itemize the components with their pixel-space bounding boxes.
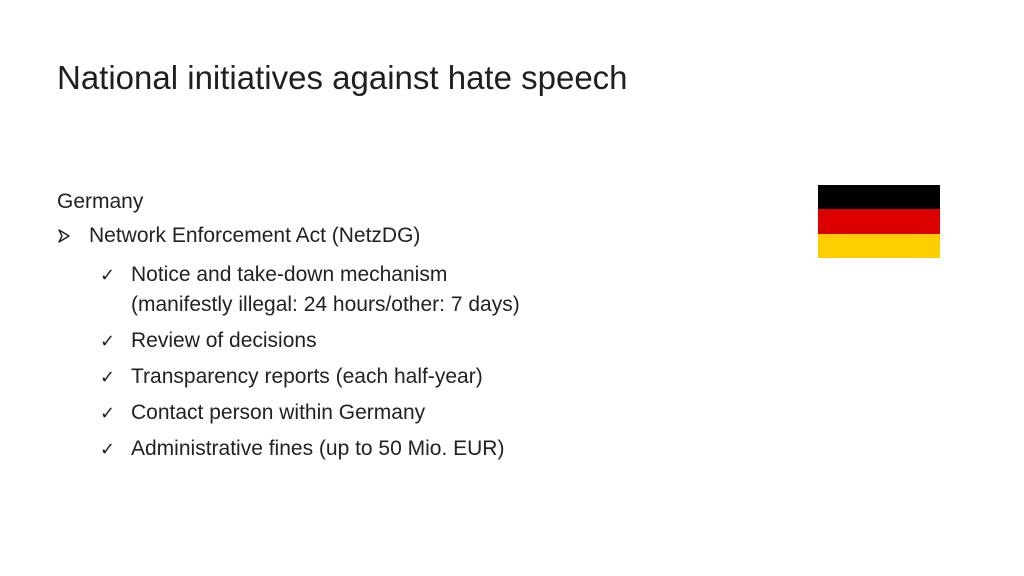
provision-text: Transparency reports (each half-year) xyxy=(131,365,483,388)
list-item xyxy=(57,434,777,464)
provision-text: Administrative fines (up to 50 Mio. EUR) xyxy=(131,437,505,460)
checkmark-icon: ✓ xyxy=(100,439,116,459)
arrow-bullet-icon xyxy=(57,218,89,257)
provision-text: Review of decisions xyxy=(131,329,317,352)
checkmark-icon: ✓ xyxy=(100,331,116,351)
flag-stripe-red xyxy=(818,209,940,233)
slide-title: National initiatives against hate speech xyxy=(57,59,628,96)
country-heading: Germany xyxy=(57,190,144,213)
law-item xyxy=(57,218,777,254)
list-item xyxy=(57,362,777,392)
germany-flag xyxy=(818,185,940,258)
provision-list xyxy=(57,260,777,464)
provision-text: Contact person within Germany xyxy=(131,401,426,424)
list-item xyxy=(57,326,777,356)
slide-content xyxy=(57,186,777,464)
provision-text: Notice and take-down mechanism xyxy=(131,263,448,286)
checkmark-icon: ✓ xyxy=(100,403,116,423)
list-item xyxy=(57,398,777,428)
flag-stripe-gold xyxy=(818,234,940,258)
list-item xyxy=(57,260,777,320)
flag-stripe-black xyxy=(818,185,940,209)
law-label: Network Enforcement Act (NetzDG) xyxy=(89,224,421,247)
provision-text-detail: (manifestly illegal: 24 hours/other: 7 days) xyxy=(131,293,520,316)
checkmark-icon: ✓ xyxy=(100,265,116,285)
checkmark-icon: ✓ xyxy=(100,367,116,387)
